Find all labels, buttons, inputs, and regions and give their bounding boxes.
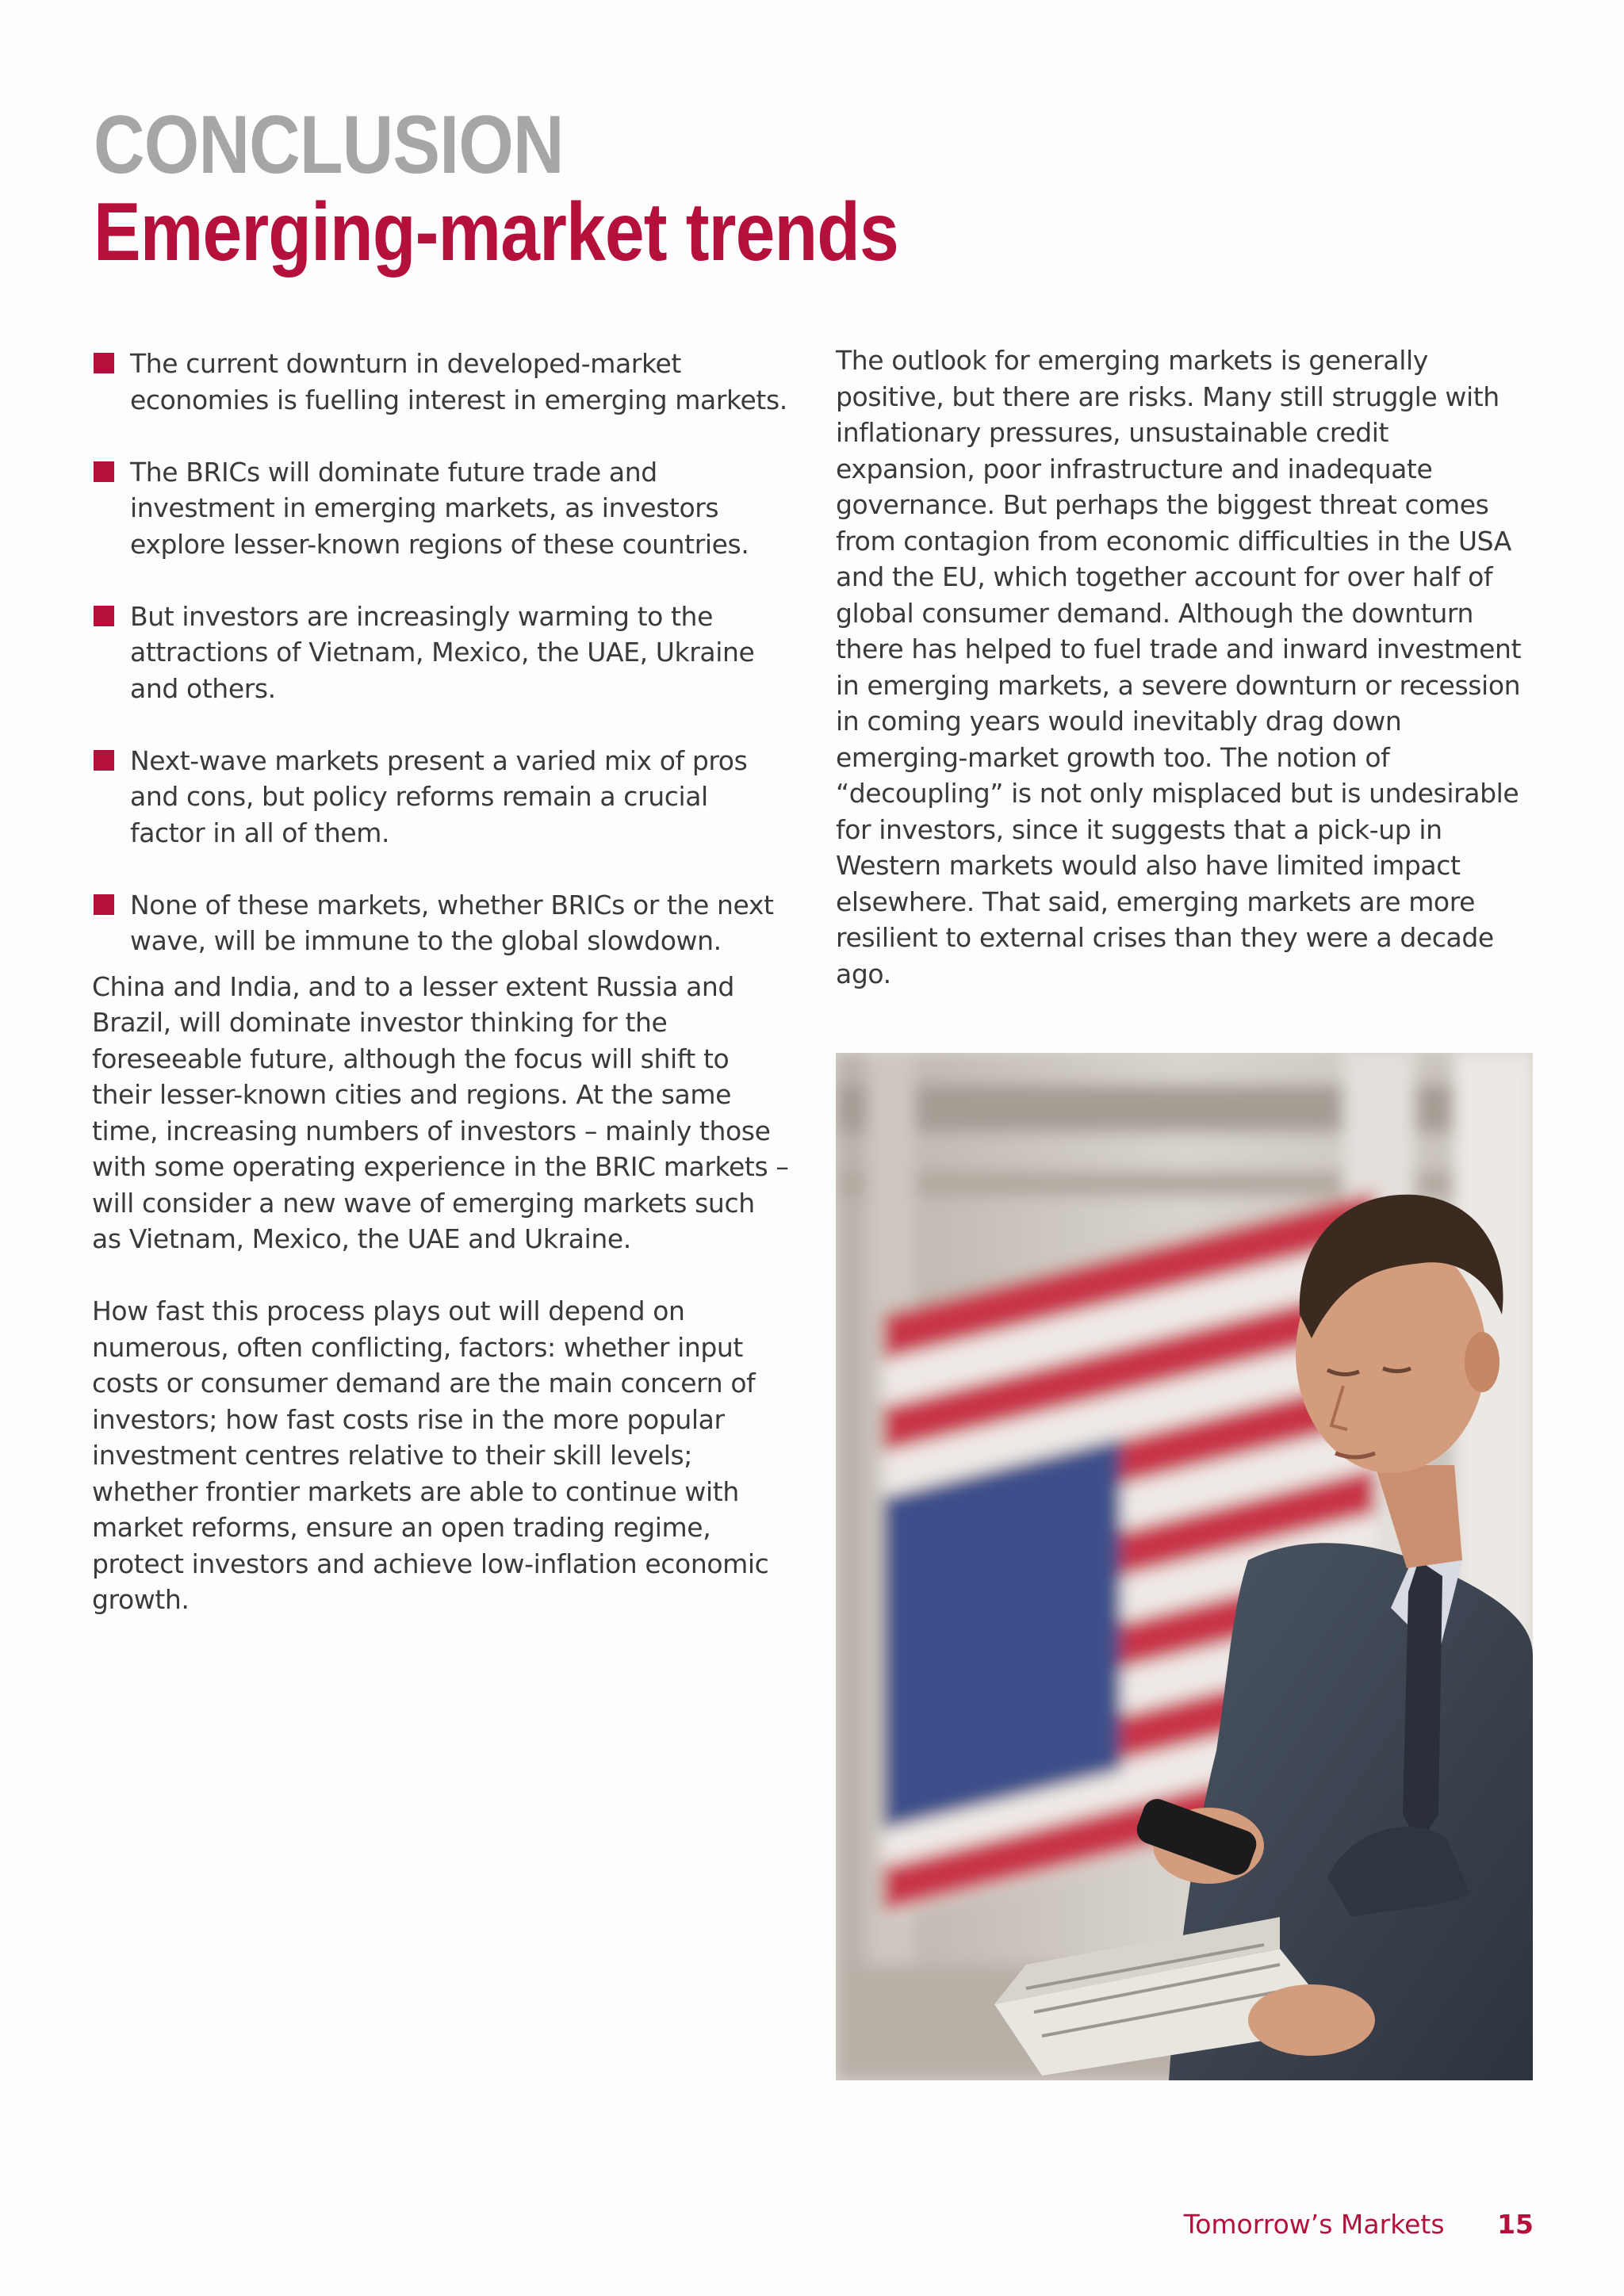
square-bullet-icon xyxy=(94,750,114,771)
key-point xyxy=(92,599,790,707)
key-point xyxy=(92,454,790,563)
publication-title: Tomorrow’s Markets xyxy=(1183,2209,1445,2240)
key-point-text: Next-wave markets present a varied mix of pros and cons, but policy reforms remain a crucial factor in all of them. xyxy=(130,744,748,848)
key-point-text: But investors are increasingly warming to the attractions of Vietnam, Mexico, the UAE, Ukraine and others. xyxy=(130,600,755,704)
key-point xyxy=(92,743,790,851)
left-column xyxy=(92,346,790,1654)
key-point xyxy=(92,887,790,959)
square-bullet-icon xyxy=(94,606,114,626)
right-column xyxy=(836,342,1534,1028)
page-footer xyxy=(1184,2209,1534,2241)
title-block xyxy=(94,101,1029,276)
businessman-reading-newspaper-photo xyxy=(836,1053,1533,2080)
key-point-text: None of these markets, whether BRICs or the next wave, will be immune to the global slowdown. xyxy=(130,889,774,956)
body-paragraph: The outlook for emerging markets is generally positive, but there are risks. Many still struggle with inflationary pressures, unsustainable credit expansion, poor infrastructure and inadequate governance. But perhaps the biggest threat comes from contagion from economic difficulties in the USA and the EU, which together account for over half of global consumer demand. Although the downturn there has helped to fuel trade and inward investment in emerging markets, a severe downturn or recession in coming years would inevitably drag down emerging-market growth too. The notion of “decoupling” is not only misplaced but is undesirable for investors, since it suggests that a pick-up in Western markets would also have limited impact elsewhere. That said, emerging markets are more resilient to external crises than they were a decade ago. xyxy=(836,345,1522,989)
key-point xyxy=(92,346,790,418)
square-bullet-icon xyxy=(94,353,114,373)
square-bullet-icon xyxy=(94,894,114,915)
key-point-text: The BRICs will dominate future trade and investment in emerging markets, as investors explore lesser-known regions of these countries. xyxy=(130,456,749,560)
key-point-text: The current downturn in developed-market economies is fuelling interest in emerging markets. xyxy=(130,348,787,415)
section-kicker: CONCLUSION xyxy=(94,99,564,191)
square-bullet-icon xyxy=(94,461,114,482)
page-number: 15 xyxy=(1497,2209,1534,2240)
body-paragraph: China and India, and to a lesser extent Russia and Brazil, will dominate investor thinking for the foreseeable future, although the focus will shift to their lesser-known cities and regions. At the same time, increasing numbers of investors – mainly those with some operating experience in the BRIC markets – will consider a new wave of emerging markets such as Vietnam, Mexico, the UAE and Ukraine. xyxy=(92,970,789,1254)
page-title: Emerging-market trends xyxy=(94,186,898,278)
key-points-list xyxy=(92,346,790,959)
body-paragraph: How fast this process plays out will depend on numerous, often conflicting, factors: whether input costs or consumer demand are the main concern of investors; how fast costs rise in the more popular investment centres relative to their skill levels; whether frontier markets are able to continue with market reforms, ensure an open trading regime, protect investors and achieve low-inflation economic growth. xyxy=(92,1295,769,1615)
